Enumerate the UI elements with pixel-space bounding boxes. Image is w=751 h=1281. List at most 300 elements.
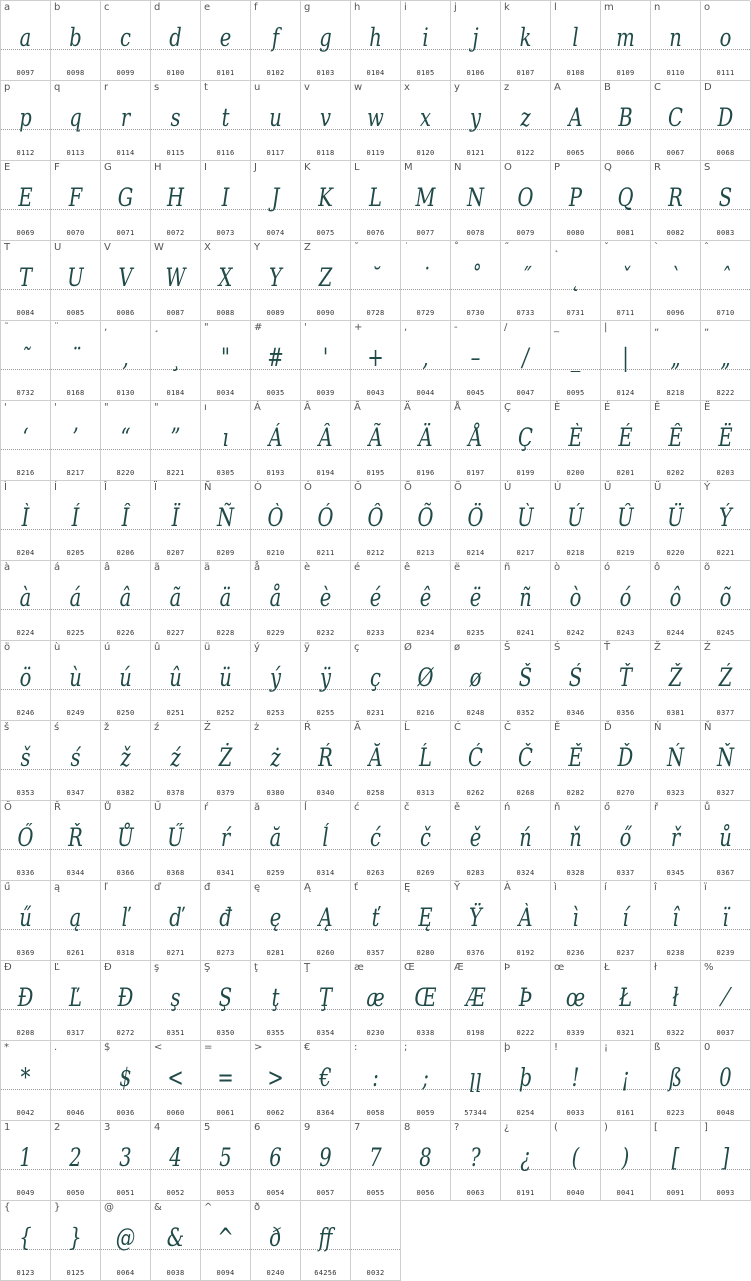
glyph-cell: [151, 241, 201, 321]
glyph-cell: [1, 1121, 51, 1201]
glyph-cell: [1, 401, 51, 481]
glyph-code: 0058: [366, 1109, 385, 1117]
glyph-code: 0240: [266, 1269, 285, 1277]
glyph-cell: [351, 961, 401, 1041]
glyph-sample: :: [372, 1063, 379, 1092]
glyph-sample: Ã: [368, 423, 383, 452]
glyph-sample: æ: [366, 983, 385, 1012]
glyph-sample: Ť: [618, 663, 633, 692]
glyph-cell: [51, 481, 101, 561]
glyph-cell: [301, 81, 351, 161]
glyph-code: 0227: [166, 629, 185, 637]
glyph-char-label: ø: [454, 642, 461, 653]
glyph-cell: [351, 1, 401, 81]
glyph-code: 0268: [516, 789, 535, 797]
glyph-cell: [451, 801, 501, 881]
glyph-code: 0059: [416, 1109, 435, 1117]
glyph-code: 0366: [116, 869, 135, 877]
glyph-cell: [151, 161, 201, 241]
glyph-char-label: ò: [554, 562, 561, 573]
glyph-char-label: è: [304, 562, 311, 573]
glyph-cell: [201, 641, 251, 721]
glyph-code: 0082: [666, 229, 685, 237]
glyph-cell: [151, 801, 201, 881]
glyph-sample: y: [469, 103, 482, 132]
glyph-cell: [201, 401, 251, 481]
glyph-char-label: ð: [254, 1202, 261, 1213]
glyph-cell: [1, 481, 51, 561]
glyph-code: 0260: [316, 949, 335, 957]
glyph-cell: [351, 1121, 401, 1201]
glyph-sample: â: [119, 583, 132, 612]
glyph-sample: Â: [318, 423, 333, 452]
glyph-code: 0314: [316, 869, 335, 877]
glyph-code: 0161: [616, 1109, 635, 1117]
glyph-char-label: ç: [354, 642, 360, 653]
glyph-char-label: Ď: [604, 722, 612, 733]
glyph-char-label: Ť: [604, 642, 611, 653]
glyph-code: 0035: [266, 389, 285, 397]
glyph-cell: [701, 401, 751, 481]
glyph-code: 0207: [166, 549, 185, 557]
glyph-cell: [451, 881, 501, 961]
glyph-code: 8222: [716, 389, 735, 397]
glyph-code: 0216: [416, 709, 435, 717]
glyph-code: 0109: [616, 69, 635, 77]
glyph-char-label: }: [54, 1202, 61, 1213]
glyph-cell: [51, 561, 101, 641]
glyph-code: 0120: [416, 149, 435, 157]
glyph-sample: ő: [619, 823, 632, 852]
glyph-cell: [301, 641, 351, 721]
glyph-char-label: ľ: [104, 882, 108, 893]
glyph-code: 0087: [166, 309, 185, 317]
glyph-char-label: R: [654, 162, 661, 173]
glyph-cell: [401, 1121, 451, 1201]
glyph-char-label: l: [554, 2, 557, 13]
glyph-char-label: Í: [54, 482, 57, 493]
glyph-cell: [401, 881, 451, 961]
glyph-char-label: O: [504, 162, 512, 173]
glyph-code: 0381: [666, 709, 685, 717]
glyph-char-label: ˚: [454, 242, 459, 253]
glyph-sample: ş: [170, 983, 181, 1012]
glyph-sample: J: [271, 183, 280, 212]
glyph-char-label: ć: [354, 802, 360, 813]
glyph-cell: [651, 801, 701, 881]
glyph-char-label: ä: [204, 562, 211, 573]
glyph-code: 0054: [266, 1189, 285, 1197]
glyph-cell: [151, 401, 201, 481]
glyph-cell: [651, 241, 701, 321]
glyph-cell: [701, 561, 751, 641]
glyph-code: 0239: [716, 949, 735, 957]
glyph-cell: [501, 241, 551, 321]
glyph-code: 0094: [216, 1269, 235, 1277]
glyph-char-label: Ź: [704, 642, 711, 653]
glyph-cell: [601, 1, 651, 81]
glyph-code: 0093: [716, 1189, 735, 1197]
glyph-char-label: u: [254, 82, 261, 93]
glyph-char-label: Ã: [354, 402, 361, 413]
glyph-cell: [351, 721, 401, 801]
glyph-char-label: D: [704, 82, 712, 93]
glyph-code: 0280: [416, 949, 435, 957]
glyph-code: 0250: [116, 709, 135, 717]
glyph-char-label: Ć: [454, 722, 461, 733]
glyph-code: 0322: [666, 1029, 685, 1037]
glyph-cell: [51, 321, 101, 401]
glyph-sample: Œ: [414, 983, 437, 1012]
glyph-cell: [201, 721, 251, 801]
glyph-char-label: Á: [254, 402, 261, 413]
glyph-sample: Ű: [167, 823, 184, 852]
glyph-char-label: Ë: [704, 402, 711, 413]
glyph-char-label: ˘: [354, 242, 359, 253]
glyph-cell: [251, 321, 301, 401]
glyph-code: 0089: [266, 309, 285, 317]
glyph-cell: [401, 161, 451, 241]
glyph-sample: Ï: [171, 503, 180, 532]
glyph-code: 0068: [716, 149, 735, 157]
glyph-char-label: Ü: [654, 482, 662, 493]
glyph-char-label: Z: [304, 242, 311, 253]
glyph-char-label: ý: [254, 642, 260, 653]
glyph-char-label: +: [354, 322, 363, 333]
glyph-sample: S: [718, 183, 733, 212]
glyph-sample: Z: [318, 263, 333, 292]
glyph-code: 0270: [616, 789, 635, 797]
glyph-cell: [201, 321, 251, 401]
glyph-char-label: #: [254, 322, 263, 333]
glyph-sample: á: [69, 583, 82, 612]
glyph-code: 0336: [16, 869, 35, 877]
glyph-sample: K: [318, 183, 333, 212]
glyph-cell: [201, 1201, 251, 1281]
glyph-sample: U: [67, 263, 84, 292]
glyph-code: 0069: [16, 229, 35, 237]
glyph-cell: [151, 961, 201, 1041]
glyph-code: 0206: [116, 549, 135, 557]
glyph-cell: [701, 641, 751, 721]
glyph-cell: [301, 881, 351, 961]
glyph-cell: [501, 801, 551, 881]
glyph-cell: [251, 161, 301, 241]
glyph-sample: ø: [469, 663, 482, 692]
glyph-sample: V: [118, 263, 133, 292]
glyph-sample: p: [19, 103, 32, 132]
glyph-code: 0100: [166, 69, 185, 77]
glyph-cell: [401, 241, 451, 321]
glyph-sample: c: [120, 23, 131, 52]
glyph-code: 0221: [716, 549, 735, 557]
glyph-code: 0095: [566, 389, 585, 397]
glyph-code: 0377: [716, 709, 735, 717]
glyph-cell: [351, 321, 401, 401]
glyph-code: 0353: [16, 789, 35, 797]
glyph-char-label: Ş: [204, 962, 211, 973]
glyph-code: 0193: [266, 469, 285, 477]
glyph-char-label: Ø: [404, 642, 412, 653]
glyph-char-label: ¸: [154, 322, 159, 333]
glyph-code: 0124: [616, 389, 635, 397]
glyph-char-label: r: [104, 82, 109, 93]
glyph-code: 0341: [216, 869, 235, 877]
glyph-sample: ï: [722, 903, 729, 932]
glyph-cell: [401, 401, 451, 481]
glyph-char-label: Ě: [554, 722, 561, 733]
glyph-code: 0067: [666, 149, 685, 157]
glyph-char-label: ˇ: [604, 242, 609, 253]
glyph-code: 0103: [316, 69, 335, 77]
glyph-code: 0210: [266, 549, 285, 557]
glyph-sample: ": [221, 343, 230, 372]
glyph-code: 0271: [166, 949, 185, 957]
glyph-sample: ¸: [170, 343, 181, 372]
glyph-cell: [501, 321, 551, 401]
glyph-code: 8217: [66, 469, 85, 477]
glyph-cell: [1, 1041, 51, 1121]
glyph-code: 0071: [116, 229, 135, 237]
glyph-sample: n: [669, 23, 682, 52]
glyph-cell: [451, 561, 501, 641]
glyph-sample: ‚: [122, 343, 129, 372]
glyph-sample: z: [520, 103, 531, 132]
glyph-cell: [251, 481, 301, 561]
glyph-char-label: ¨: [54, 322, 59, 333]
glyph-sample: Ò: [267, 503, 284, 532]
glyph-cell: [151, 881, 201, 961]
glyph-cell: [701, 961, 751, 1041]
glyph-sample: Ů: [117, 823, 134, 852]
glyph-cell: [201, 801, 251, 881]
glyph-code: 0044: [416, 389, 435, 397]
glyph-code: 0219: [616, 549, 635, 557]
glyph-char-label: Ă: [354, 722, 361, 733]
glyph-cell: [401, 81, 451, 161]
glyph-sample: Ľ: [69, 983, 82, 1012]
glyph-cell: [51, 241, 101, 321]
glyph-sample: Ň: [716, 743, 735, 772]
glyph-char-label: ": [154, 402, 159, 413]
glyph-code: 0104: [366, 69, 385, 77]
glyph-char-label: ą: [54, 882, 61, 893]
glyph-char-label: ě: [454, 802, 461, 813]
glyph-cell: [1, 1201, 51, 1281]
glyph-sample: ů: [719, 823, 732, 852]
glyph-char-label: ź: [154, 722, 160, 733]
glyph-sample: Ł: [618, 983, 633, 1012]
glyph-code: 0121: [466, 149, 485, 157]
glyph-sample: Ď: [617, 743, 634, 772]
glyph-code: 0081: [616, 229, 635, 237]
glyph-code: 0034: [216, 389, 235, 397]
glyph-sample: Å: [468, 423, 483, 452]
glyph-sample: q: [69, 103, 82, 132]
glyph-sample: Ó: [317, 503, 334, 532]
glyph-char-label: Ý: [704, 482, 711, 493]
baseline-guide: [51, 1089, 100, 1090]
glyph-cell: [101, 801, 151, 881]
glyph-code: 0367: [716, 869, 735, 877]
glyph-sample: ^: [217, 1223, 234, 1252]
glyph-code: 0053: [216, 1189, 235, 1197]
glyph-sample: I: [221, 183, 230, 212]
glyph-char-label: !: [554, 1042, 559, 1053]
glyph-char-label: Â: [304, 402, 311, 413]
glyph-cell: [501, 881, 551, 961]
glyph-sample: !: [571, 1063, 580, 1092]
glyph-char-label: ì: [554, 882, 557, 893]
glyph-sample: d: [169, 23, 182, 52]
glyph-sample: A: [568, 103, 583, 132]
glyph-sample: à: [19, 583, 32, 612]
glyph-code: 0730: [466, 309, 485, 317]
glyph-code: 0168: [66, 389, 85, 397]
glyph-sample: Ż: [218, 743, 233, 772]
glyph-code: 0246: [16, 709, 35, 717]
glyph-char-label: É: [604, 402, 611, 413]
glyph-cell: [51, 161, 101, 241]
glyph-sample: 6: [269, 1143, 282, 1172]
glyph-char-label: ů: [704, 802, 711, 813]
glyph-sample: [: [671, 1143, 680, 1172]
glyph-sample: ć: [370, 823, 381, 852]
glyph-sample: B: [618, 103, 633, 132]
glyph-cell: [501, 81, 551, 161]
glyph-sample: C: [668, 103, 683, 132]
glyph-cell: [151, 1041, 201, 1121]
glyph-cell: [701, 1121, 751, 1201]
glyph-char-label: û: [154, 642, 161, 653]
glyph-char-label: x: [404, 82, 410, 93]
glyph-cell: [651, 881, 701, 961]
glyph-char-label: â: [104, 562, 111, 573]
glyph-char-label: Ů: [104, 802, 112, 813]
glyph-cell: [401, 721, 451, 801]
glyph-sample: ś: [70, 743, 81, 772]
glyph-sample: €: [319, 1063, 332, 1092]
glyph-sample: î: [672, 903, 679, 932]
glyph-sample: T: [18, 263, 33, 292]
glyph-cell: [701, 721, 751, 801]
glyph-sample: š: [20, 743, 31, 772]
glyph-code: 0262: [466, 789, 485, 797]
glyph-cell: [101, 561, 151, 641]
glyph-code: 0242: [566, 629, 585, 637]
glyph-code: 0356: [616, 709, 635, 717]
glyph-char-label: ı: [204, 402, 207, 413]
glyph-char-label: K: [304, 162, 311, 173]
glyph-code: 0061: [216, 1109, 235, 1117]
glyph-cell: [251, 801, 301, 881]
glyph-char-label: (: [554, 1122, 558, 1133]
glyph-code: 0369: [16, 949, 35, 957]
glyph-code: 0340: [316, 789, 335, 797]
glyph-sample: ]: [721, 1143, 730, 1172]
glyph-char-label: Ò: [254, 482, 262, 493]
glyph-cell: [201, 1, 251, 81]
glyph-code: 0066: [616, 149, 635, 157]
glyph-char-label: 0: [704, 1042, 711, 1053]
glyph-cell: [301, 161, 351, 241]
glyph-char-label: Ł: [604, 962, 610, 973]
glyph-cell: [1, 561, 51, 641]
glyph-cell: [651, 321, 701, 401]
glyph-cell: [501, 1121, 551, 1201]
glyph-sample: 5: [219, 1143, 232, 1172]
glyph-cell: [201, 481, 251, 561]
glyph-sample: ł: [672, 983, 679, 1012]
glyph-char-label: 7: [354, 1122, 361, 1133]
glyph-code: 0033: [566, 1109, 585, 1117]
glyph-sample: ú: [119, 663, 132, 692]
glyph-sample: w: [367, 103, 384, 132]
glyph-sample: Ń: [666, 743, 685, 772]
glyph-cell: [451, 721, 501, 801]
glyph-sample: é: [369, 583, 382, 612]
glyph-char-label: ê: [404, 562, 411, 573]
glyph-sample: ˙: [420, 263, 431, 292]
glyph-char-label: Ÿ: [454, 882, 461, 893]
glyph-code: 0074: [266, 229, 285, 237]
glyph-code: 0077: [416, 229, 435, 237]
glyph-char-label: ": [104, 402, 109, 413]
glyph-cell: [351, 641, 401, 721]
glyph-sample: ä: [219, 583, 232, 612]
glyph-cell: [301, 1, 351, 81]
glyph-cell: [601, 1121, 651, 1201]
glyph-char-label: ^: [204, 1202, 213, 1213]
glyph-code: 0191: [516, 1189, 535, 1197]
glyph-cell: [401, 961, 451, 1041]
glyph-code: 0234: [416, 629, 435, 637]
glyph-sample: Q: [617, 183, 634, 212]
glyph-char-label: ö: [4, 642, 11, 653]
glyph-sample: Ù: [517, 503, 534, 532]
glyph-char-label: a: [4, 2, 11, 13]
glyph-char-label: ˛: [554, 242, 559, 253]
glyph-char-label: S: [704, 162, 711, 173]
glyph-cell: [451, 641, 501, 721]
glyph-cell: [1, 1, 51, 81]
glyph-cell: [101, 1, 151, 81]
glyph-code: 0041: [616, 1189, 635, 1197]
glyph-cell: [501, 1041, 551, 1121]
glyph-sample: ź: [170, 743, 181, 772]
glyph-cell: [51, 1201, 101, 1281]
glyph-char-label: ,: [404, 322, 408, 333]
glyph-code: 0110: [666, 69, 685, 77]
glyph-code: 0354: [316, 1029, 335, 1037]
glyph-cell: [201, 1041, 251, 1121]
glyph-sample: &: [166, 1223, 185, 1252]
glyph-cell: [601, 641, 651, 721]
glyph-code: 0055: [366, 1189, 385, 1197]
glyph-code: 0378: [166, 789, 185, 797]
glyph-code: 0047: [516, 389, 535, 397]
glyph-cell: [251, 641, 301, 721]
glyph-sample: t: [221, 103, 230, 132]
glyph-sample: ?: [470, 1143, 481, 1172]
glyph-sample: +: [367, 343, 384, 372]
glyph-sample: ⁄: [723, 983, 728, 1012]
glyph-sample: `: [670, 263, 681, 292]
glyph-char-label: ': [304, 322, 307, 333]
glyph-sample: ˆ: [720, 263, 731, 292]
glyph-cell: [201, 561, 251, 641]
glyph-char-label: ó: [604, 562, 611, 573]
